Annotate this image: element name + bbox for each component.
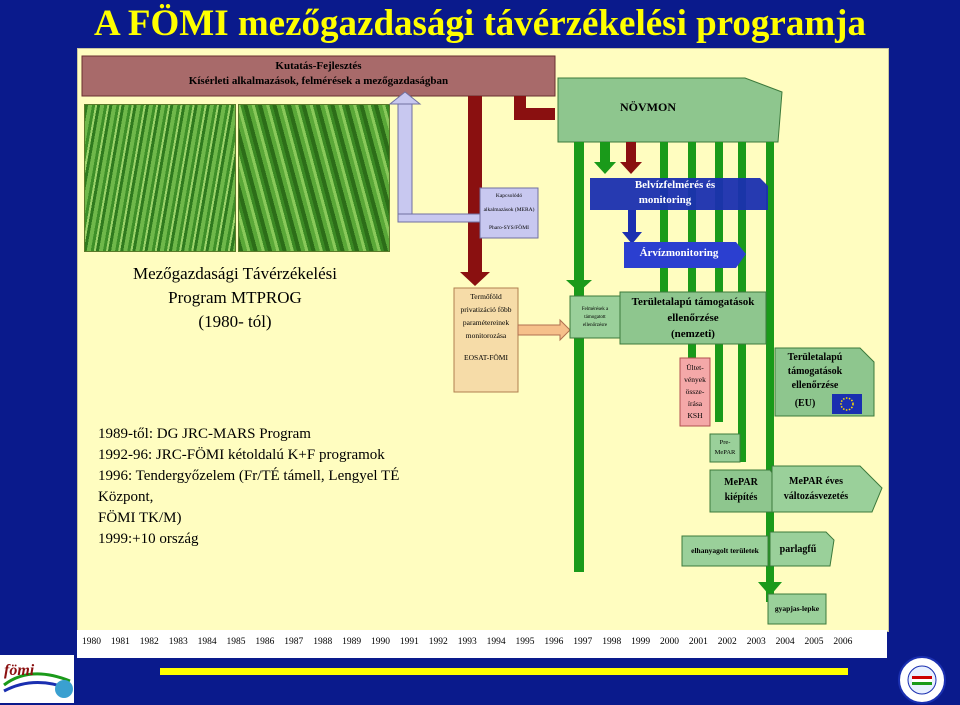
- history-line-3: 1996: Tendergyőzelem (Fr/TÉ támell, Lengyel TÉ: [98, 468, 400, 484]
- mepar-kiep-label-1: MePAR: [724, 477, 758, 488]
- timeline-year: 1991: [399, 637, 419, 647]
- fomi-logo: [0, 655, 74, 703]
- ultet-label-2: vények: [684, 375, 706, 384]
- timeline-year: 1999: [631, 637, 651, 647]
- red-small-arrowhead: [620, 162, 642, 174]
- timeline-year: 2002: [717, 637, 737, 647]
- program-line2: Program MTPROG: [168, 288, 302, 307]
- timeline-year: 1997: [573, 637, 593, 647]
- timeline-year: 1986: [255, 637, 275, 647]
- termofold-label-3: paramétereinek: [462, 318, 510, 327]
- novmon-label: NÖVMON: [620, 100, 676, 114]
- gyapjaslepke-label: gyapjas-lepke: [774, 604, 820, 613]
- felmeres-label-3: ellenőrzésre: [582, 323, 608, 328]
- green-line-2: [660, 142, 668, 302]
- teruletalapu-eu-label-3: ellenőrzése: [791, 380, 839, 391]
- kapcsolodo-label-1: Kapcsolódó: [495, 193, 523, 199]
- timeline-year: 1989: [342, 637, 362, 647]
- timeline-year: 1988: [313, 637, 333, 647]
- blue-arrow: [628, 210, 636, 234]
- timeline-year: 2006: [833, 637, 853, 647]
- timeline-year: 1982: [139, 637, 159, 647]
- kapcsolodo-label-3: Pharo-SYS/FÖMI: [488, 225, 530, 231]
- belviz-label-2: monitoring: [638, 194, 692, 206]
- arviz-label: Árvízmonitoring: [639, 247, 719, 259]
- green-line-1: [574, 142, 584, 572]
- timeline-year: 1990: [371, 637, 390, 647]
- mepar-eves-label-2: változásvezetés: [783, 491, 849, 502]
- timeline-year: 1981: [110, 637, 130, 647]
- teruletalapu-eu-label-2: támogatások: [787, 366, 843, 377]
- history-line-1: 1989-től: DG JRC-MARS Program: [98, 426, 311, 442]
- parlagfu-label: parlagfű: [779, 544, 817, 555]
- slide-title: A FÖMI mezőgazdasági távérzékelési programja: [93, 3, 866, 44]
- timeline-year: 2004: [775, 637, 795, 647]
- premepar-label-2: MePAR: [714, 449, 736, 456]
- eu-flag: [832, 394, 862, 414]
- history-line-5: FÖMI TK/M): [98, 510, 182, 526]
- red-arrow-termofold: [468, 96, 482, 272]
- termofold-label-2: privatizáció főbb: [460, 305, 512, 314]
- bottom-yellow-bar: [160, 668, 848, 675]
- teruletalapu-label-2: ellenőrzése: [667, 312, 719, 324]
- green-small-arrow-1: [600, 142, 610, 164]
- red-small-arrow: [626, 142, 636, 164]
- termofold-arrow: [518, 320, 570, 340]
- green-arrowhead-felmeres: [566, 280, 592, 292]
- teruletalapu-eu-label-1: Területalapú: [787, 352, 843, 363]
- timeline-year: 2001: [688, 637, 708, 647]
- kapcsolodo-label-2: alkalmazások (MERA): [483, 207, 535, 213]
- timeline-year: 1984: [197, 637, 217, 647]
- green-small-arrowhead-1: [594, 162, 616, 174]
- elhanyagolt-label: elhanyagolt területek: [691, 546, 759, 555]
- teruletalapu-label-1: Területalapú támogatások: [631, 296, 755, 308]
- ultet-label-3: össze-: [685, 387, 705, 396]
- mepar-eves-shape: [772, 466, 882, 512]
- history-line-6: 1999:+10 ország: [98, 531, 199, 547]
- program-line1: Mezőgazdasági Távérzékelési: [132, 264, 338, 283]
- belviz-label-1: Belvízfelmérés és: [634, 179, 716, 191]
- timeline-year: 2003: [746, 637, 766, 647]
- timeline-year: 2000: [660, 637, 679, 647]
- termofold-label-5: EOSAT-FÖMI: [464, 353, 508, 362]
- timeline-year: 1980: [82, 637, 101, 647]
- felmeres-label-1: Felmérések a: [581, 307, 609, 312]
- mepar-eves-label-1: MePAR éves: [789, 476, 843, 487]
- termofold-label-1: Termőföld: [470, 292, 502, 301]
- program-line3: (1980- tól): [198, 312, 272, 331]
- timeline-year: 1992: [428, 637, 448, 647]
- timeline-year: 1994: [486, 637, 506, 647]
- timeline-year: 1998: [602, 637, 622, 647]
- lavender-arrow: [398, 104, 412, 220]
- premepar-label-1: Pre-: [719, 439, 731, 446]
- timeline-year: 1987: [284, 637, 304, 647]
- ultet-label-4: írása: [687, 399, 703, 408]
- timeline-year: 1996: [544, 637, 564, 647]
- timeline-year: 1995: [515, 637, 535, 647]
- teruletalapu-label-3: (nemzeti): [671, 328, 715, 340]
- timeline-year: 1985: [226, 637, 246, 647]
- timeline-year: 1983: [168, 637, 188, 647]
- banner-line2: Kísérleti alkalmazások, felmérések a mezőgazdaságban: [188, 75, 449, 87]
- ultet-label-1: Ültet-: [686, 363, 704, 372]
- teruletalapu-eu-label-4: (EU): [794, 398, 816, 409]
- termofold-label-4: monitorozása: [465, 331, 507, 340]
- timeline-year: 1993: [457, 637, 477, 647]
- fomi-logo-text: fömi: [4, 662, 35, 679]
- felmeres-label-2: támogatott: [584, 315, 606, 320]
- society-seal-logo: [884, 656, 960, 705]
- history-line-2: 1992-96: JRC-FÖMI kétoldalú K+F programok: [98, 447, 385, 463]
- lavender-connector: [398, 214, 480, 222]
- ultet-label-5: KSH: [687, 411, 703, 420]
- banner-line1: Kutatás-Fejlesztés: [275, 60, 362, 72]
- mepar-kiep-label-2: kiépítés: [724, 492, 758, 503]
- red-connector: [520, 96, 555, 114]
- timeline-year: 2005: [804, 637, 824, 647]
- red-arrowhead-termofold: [460, 272, 490, 286]
- history-line-4: Központ,: [98, 489, 154, 505]
